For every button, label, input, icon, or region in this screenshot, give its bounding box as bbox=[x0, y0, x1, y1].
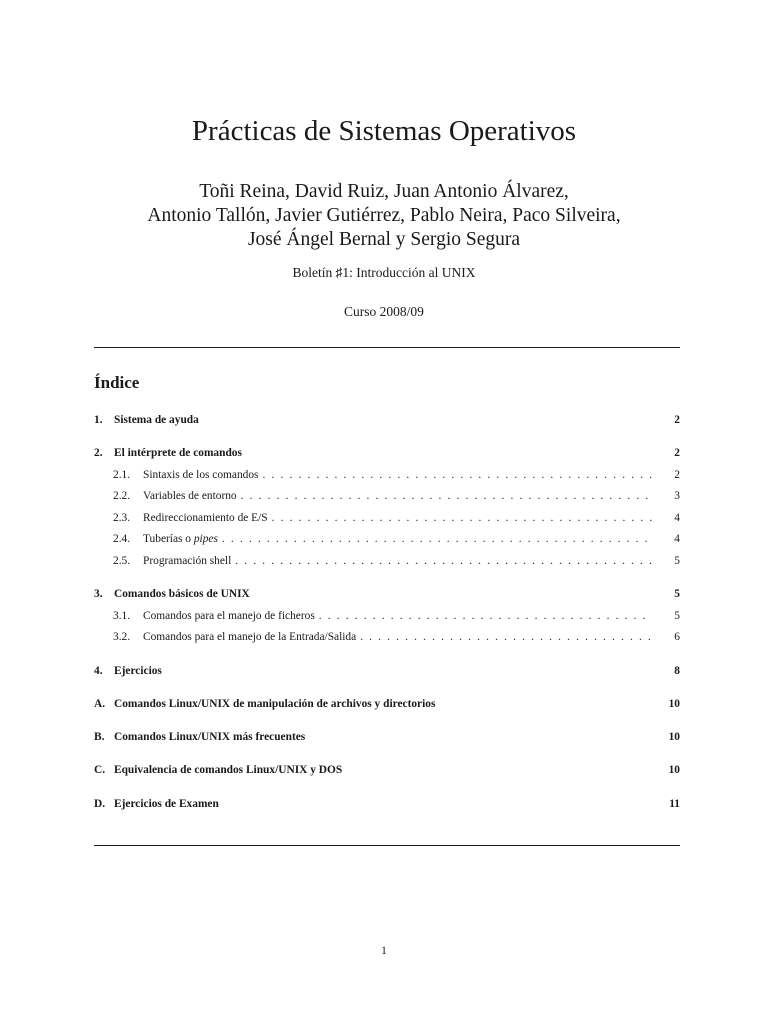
toc-entry-page: 2 bbox=[674, 447, 680, 459]
bottom-rule bbox=[94, 845, 680, 846]
toc-subentry[interactable] bbox=[94, 510, 680, 526]
bulletin-subtitle: Boletín ♯1: Introducción al UNIX bbox=[292, 265, 476, 280]
toc-entry[interactable] bbox=[94, 762, 680, 778]
toc-entry-page: 5 bbox=[674, 588, 680, 600]
toc-entry-page: 2 bbox=[674, 469, 680, 481]
toc-entry-number: 1. bbox=[94, 414, 103, 426]
toc-entry-page: 10 bbox=[668, 764, 680, 776]
toc-entry-title: Redireccionamiento de E/S bbox=[143, 512, 268, 524]
toc-heading: Índice bbox=[94, 373, 140, 392]
toc-entry-number: A. bbox=[94, 698, 106, 710]
toc-entry[interactable] bbox=[94, 729, 680, 745]
toc-entry-page: 11 bbox=[669, 798, 680, 810]
toc-entry[interactable] bbox=[94, 586, 680, 602]
toc-entry-page: 10 bbox=[668, 698, 680, 710]
toc-subentry[interactable] bbox=[94, 531, 680, 547]
toc-entry-page: 8 bbox=[674, 665, 680, 677]
toc-entry[interactable] bbox=[94, 445, 680, 461]
toc-entry-page: 3 bbox=[674, 490, 680, 502]
toc-entry-title: Variables de entorno bbox=[143, 490, 237, 502]
toc-entry-title: Comandos Linux/UNIX de manipulación de archivos y directorios bbox=[114, 698, 436, 710]
toc-entry-title: Ejercicios de Examen bbox=[114, 798, 219, 810]
author-line: Toñi Reina, David Ruiz, Juan Antonio Álvarez, bbox=[199, 181, 569, 202]
toc-entry-title: El intérprete de comandos bbox=[114, 447, 242, 459]
toc-entry-number: 2.5. bbox=[113, 555, 131, 567]
page-number: 1 bbox=[381, 945, 387, 957]
toc-subentry[interactable] bbox=[94, 629, 680, 645]
toc-entry-title: Equivalencia de comandos Linux/UNIX y DOS bbox=[114, 764, 343, 776]
toc-entry[interactable] bbox=[94, 696, 680, 712]
toc-subentry[interactable] bbox=[94, 488, 680, 504]
toc-entry-page: 2 bbox=[674, 414, 680, 426]
toc-entry-title: Tuberías o pipes bbox=[143, 533, 218, 545]
toc-entry-number: 2.2. bbox=[113, 490, 131, 502]
toc-subentry[interactable] bbox=[94, 467, 680, 483]
toc-entry[interactable] bbox=[94, 412, 680, 428]
toc-entry-title: Programación shell bbox=[143, 555, 232, 567]
toc-entry-number: B. bbox=[94, 731, 105, 743]
toc-entry-title: Sistema de ayuda bbox=[114, 414, 199, 426]
top-rule bbox=[94, 347, 680, 348]
toc-entry-number: 3.2. bbox=[113, 631, 131, 643]
toc-entry-number: 2.1. bbox=[113, 469, 131, 481]
toc-entry[interactable] bbox=[94, 796, 680, 812]
toc-entry-title: Comandos para el manejo de ficheros bbox=[143, 610, 315, 622]
toc-dot-leader bbox=[235, 553, 652, 569]
toc-dot-leader bbox=[222, 531, 652, 547]
toc-entry[interactable] bbox=[94, 663, 680, 679]
toc-entry-title-italic: pipes bbox=[193, 533, 218, 545]
author-list bbox=[0, 180, 768, 252]
toc-subentry[interactable] bbox=[94, 553, 680, 569]
toc-entry-page: 5 bbox=[674, 555, 680, 567]
course-year: Curso 2008/09 bbox=[344, 304, 424, 319]
toc-entry-number: 3.1. bbox=[113, 610, 131, 622]
author-line: Antonio Tallón, Javier Gutiérrez, Pablo Neira, Paco Silveira, bbox=[147, 205, 621, 226]
toc-entry-number: 2.4. bbox=[113, 533, 131, 545]
toc-dot-leader bbox=[272, 510, 652, 526]
toc-entry-title: Comandos para el manejo de la Entrada/Salida bbox=[143, 631, 357, 643]
toc-entry-number: 2. bbox=[94, 447, 103, 459]
toc-entry-page: 10 bbox=[668, 731, 680, 743]
toc-dot-leader bbox=[319, 608, 652, 624]
toc-entry-title: Ejercicios bbox=[114, 665, 162, 677]
author-line: José Ángel Bernal y Sergio Segura bbox=[247, 229, 521, 250]
toc-dot-leader bbox=[241, 488, 652, 504]
toc-entry-title: Sintaxis de los comandos bbox=[143, 469, 259, 481]
toc-entry-page: 6 bbox=[674, 631, 680, 643]
toc-entry-page: 4 bbox=[674, 533, 680, 545]
toc-entry-number: 2.3. bbox=[113, 512, 131, 524]
toc-entry-number: C. bbox=[94, 764, 106, 776]
toc-entry-number: 4. bbox=[94, 665, 103, 677]
toc-entry-number: D. bbox=[94, 798, 106, 810]
document-title: Prácticas de Sistemas Operativos bbox=[191, 115, 577, 147]
toc-entry-page: 4 bbox=[674, 512, 680, 524]
toc-entry-page: 5 bbox=[674, 610, 680, 622]
toc-entry-number: 3. bbox=[94, 588, 103, 600]
toc-entry-title: Comandos Linux/UNIX más frecuentes bbox=[114, 731, 306, 743]
toc-subentry[interactable] bbox=[94, 608, 680, 624]
toc-entry-title: Comandos básicos de UNIX bbox=[114, 588, 250, 600]
toc-dot-leader bbox=[262, 467, 652, 483]
toc-dot-leader bbox=[360, 629, 652, 645]
